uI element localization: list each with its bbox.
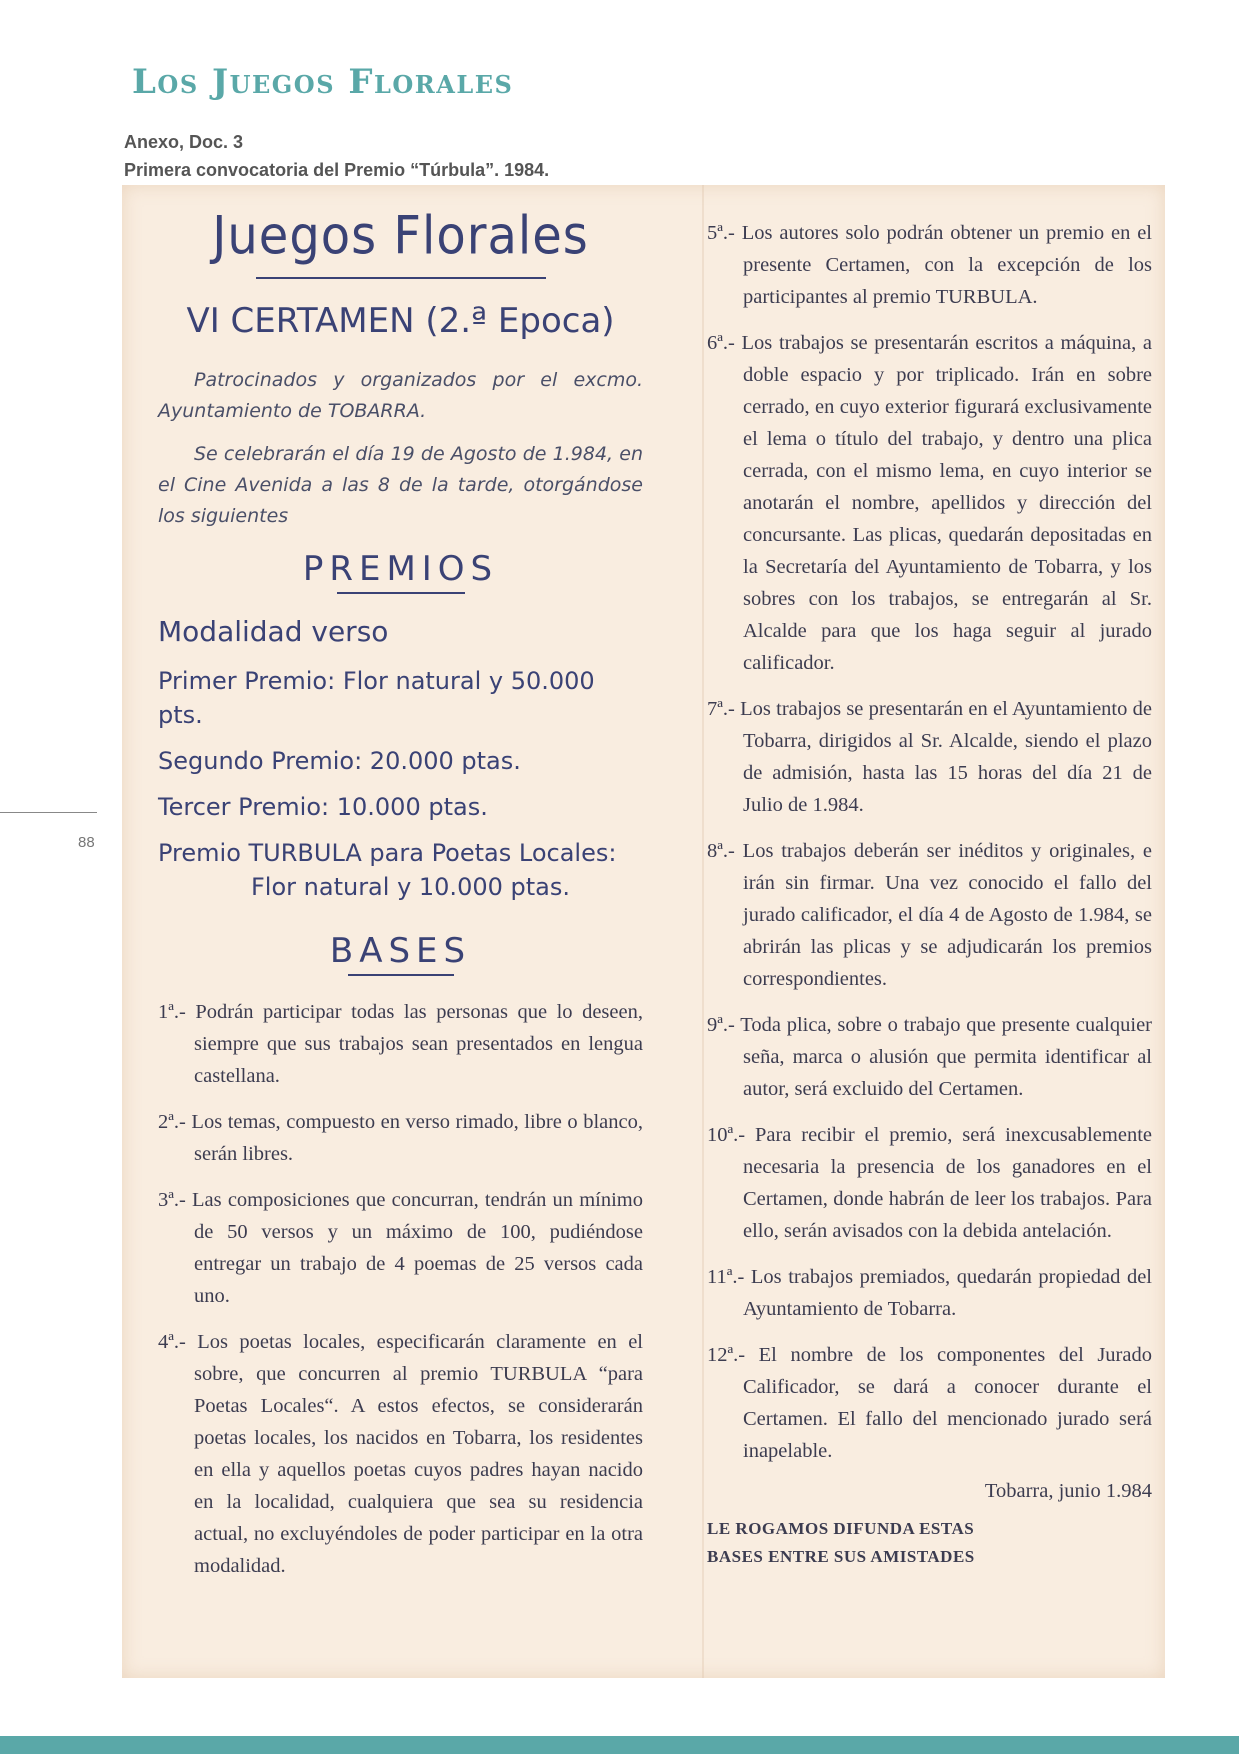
base-item: 11ª.- Los trabajos premiados, quedarán propiedad del Ayuntamiento de Tobarra. bbox=[707, 1266, 1152, 1320]
base-item: 2ª.- Los temas, compuesto en verso rimado, libre o blanco, serán libres. bbox=[158, 1111, 643, 1165]
prize-turbula: Premio TURBULA para Poetas Locales: bbox=[158, 839, 617, 867]
doc-description: Primera convocatoria del Premio “Túrbula”. 1984. bbox=[124, 160, 550, 180]
base-item: 8ª.- Los trabajos deberán ser inéditos y originales, e irán sin firmar. Una vez conocido el fallo del jurado calificador, el día 4 de Agosto de 1.984, se abrirán las plicas y se adjudicarán los premios correspondientes. bbox=[707, 840, 1152, 990]
base-item: 5ª.- Los autores solo podrán obtener un premio en el presente Certamen, con la excepción de los participantes al premio TURBULA. bbox=[707, 222, 1152, 308]
flyer-title: Juegos Florales bbox=[212, 205, 589, 267]
page-number: 88 bbox=[78, 834, 95, 851]
modalidad-heading: Modalidad verso bbox=[158, 615, 389, 648]
bases-heading: BASES bbox=[329, 931, 472, 971]
prize-first: Primer Premio: Flor natural y 50.000 pts. bbox=[158, 667, 595, 729]
base-item: 10ª.- Para recibir el premio, será inexcusablemente necesaria la presencia de los ganadores en el Certamen, donde habrán de leer los trabajos. Para ello, serán avisados con la debida antelación. bbox=[707, 1124, 1152, 1242]
prize-second: Segundo Premio: 20.000 ptas. bbox=[158, 747, 521, 775]
flyer-right-column bbox=[707, 217, 1152, 1571]
base-item: 6ª.- Los trabajos se presentarán escritos a máquina, a doble espacio y por triplicado. Irán en sobre cerrado, en cuyo exterior figurará exclusivamente el lema o título del trabajo, y dentro una plica cerrada, con el mismo lema, en cuyo interior se anotarán el nombre, apellidos y dirección del concursante. Las plicas, quedarán depositadas en la Secretaría del Ayuntamiento de Tobarra, y los sobres con los trabajos, se entregarán al Sr. Alcalde para que los haga seguir al jurado calificador. bbox=[707, 332, 1152, 674]
flyer-left-column bbox=[158, 199, 643, 1582]
base-item: 3ª.- Las composiciones que concurran, tendrán un mínimo de 50 versos y un máximo de 100, pudiéndose entregar un trabajo de 4 poemas de 25 versos cada uno. bbox=[158, 1189, 643, 1307]
scanned-flyer bbox=[122, 185, 1165, 1678]
closing-note bbox=[707, 1515, 1152, 1571]
page-header-title: Los Juegos Florales bbox=[132, 62, 514, 102]
prize-third: Tercer Premio: 10.000 ptas. bbox=[158, 793, 488, 821]
flyer-fold bbox=[702, 185, 704, 1678]
certamen-heading: VI CERTAMEN (2.ª Epoca) bbox=[186, 301, 615, 341]
premios-heading: PREMIOS bbox=[302, 549, 499, 589]
title-underline bbox=[256, 277, 546, 279]
base-item: 9ª.- Toda plica, sobre o trabajo que presente cualquier seña, marca o alusión que permita identificar al autor, será excluido del Certamen. bbox=[707, 1014, 1152, 1100]
base-item: 12ª.- El nombre de los componentes del Jurado Calificador, se dará a conocer durante el Certamen. El fallo del mencionado jurado será inapelable. bbox=[707, 1344, 1152, 1462]
bases-underline bbox=[348, 974, 454, 976]
closing-line: BASES ENTRE SUS AMISTADES bbox=[707, 1547, 975, 1566]
flyer-intro bbox=[158, 365, 643, 532]
document-caption bbox=[124, 128, 549, 184]
base-item: 7ª.- Los trabajos se presentarán en el Ayuntamiento de Tobarra, dirigidos al Sr. Alcalde, siendo el plazo de admisión, hasta las 15 horas del día 21 de Julio de 1.984. bbox=[707, 698, 1152, 816]
base-item: 1ª.- Podrán participar todas las personas que lo deseen, siempre que sus trabajos sean presentados en lengua castellana. bbox=[158, 1001, 643, 1087]
doc-reference: Anexo, Doc. 3 bbox=[124, 132, 244, 152]
prize-turbula-detail: Flor natural y 10.000 ptas. bbox=[251, 873, 570, 901]
base-item: 4ª.- Los poetas locales, especificarán claramente en el sobre, que concurren al premio TURBULA “para Poetas Locales“. A estos efectos, se considerarán poetas locales, los nacidos en Tobarra, los residentes en ella y aquellos poetas cuyos padres hayan nacido en la localidad, cualquiera que sea su residencia actual, no excluyéndoles de poder participar en la otra modalidad. bbox=[158, 1331, 643, 1577]
closing-line: LE ROGAMOS DIFUNDA ESTAS bbox=[707, 1519, 975, 1538]
margin-rule bbox=[0, 812, 97, 813]
premios-underline bbox=[337, 592, 465, 594]
intro-sponsors: Patrocinados y organizados por el excmo. Ayuntamiento de TOBARRA. bbox=[158, 369, 643, 422]
bottom-accent-bar bbox=[0, 1736, 1239, 1754]
intro-event: Se celebrarán el día 19 de Agosto de 1.984, en el Cine Avenida a las 8 de la tarde, otorgándose los siguientes bbox=[158, 443, 643, 527]
date-line: Tobarra, junio 1.984 bbox=[984, 1480, 1152, 1502]
